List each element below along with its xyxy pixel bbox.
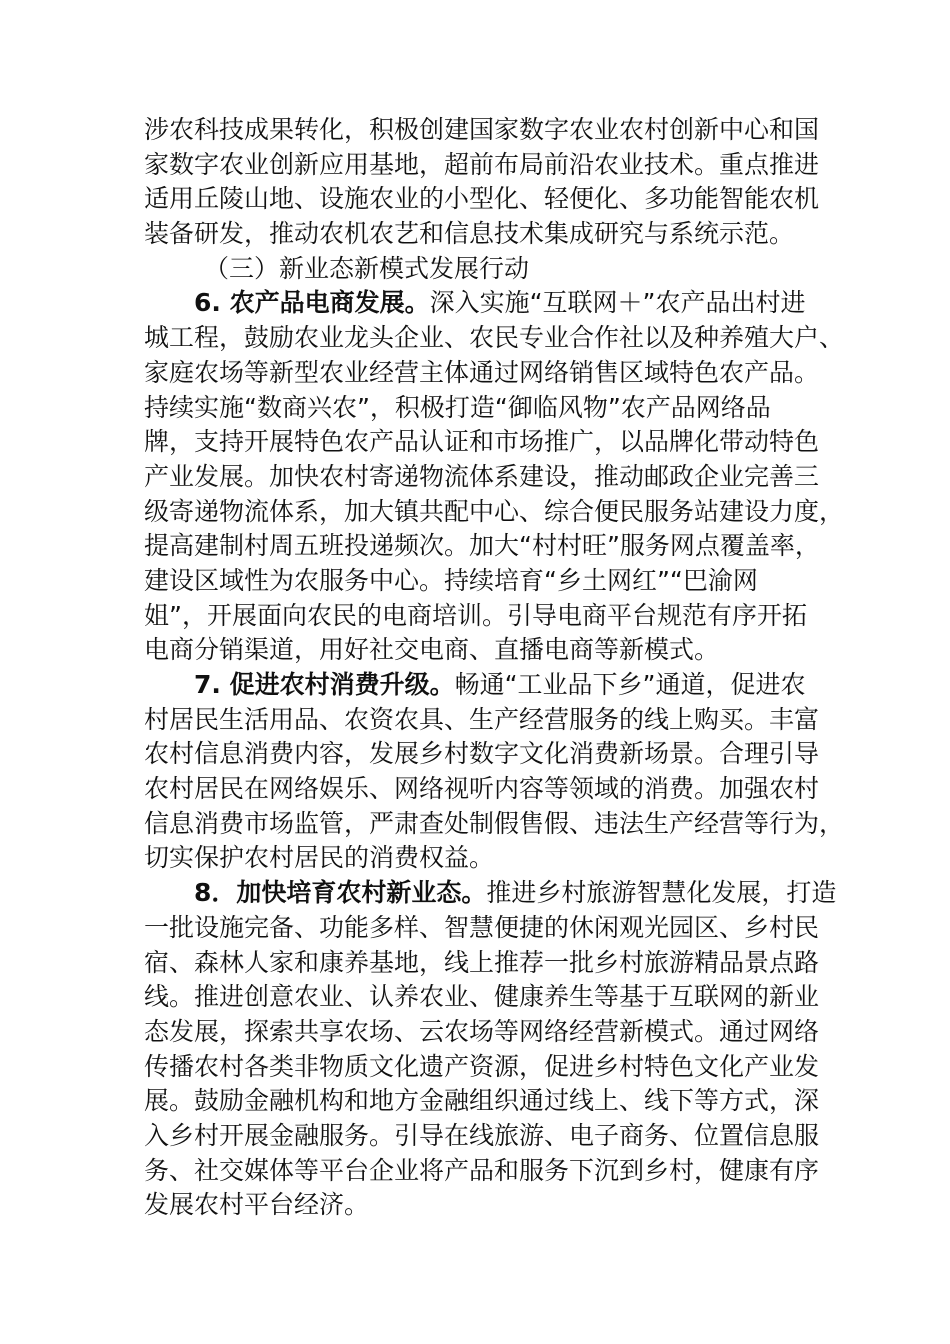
text-line: 村居民生活用品、农资农具、生产经营服务的线上购买。丰富 [144,704,820,734]
text-line: 牌，支持开展特色农产品认证和市场推广，以品牌化带动特色 [144,427,820,457]
document-body [144,113,845,1223]
text-run: 畅通“工业品下乡”通道，促进农 [454,670,806,699]
paragraph-6-first-line [144,286,814,321]
text-line: 姐”，开展面向农民的电商培训。引导电商平台规范有序开拓 [144,600,807,630]
text-line: 提高建制村周五班投递频次。加大“村村旺”服务网点覆盖率， [144,531,820,561]
text-line: 电商分销渠道，用好社交电商、直播电商等新模式。 [144,635,720,665]
text-line: 务、社交媒体等平台企业将产品和服务下沉到乡村，健康有序 [144,1155,820,1185]
item-6-title: 6. 农产品电商发展。 [194,288,430,318]
text-line: 切实保护农村居民的消费权益。 [144,843,495,873]
text-line: 传播农村各类非物质文化遗产资源，促进乡村特色文化产业发 [144,1051,820,1081]
item-8-title: 8．加快培育农村新业态。 [194,878,487,908]
text-line: 态发展，探索共享农场、云农场等网络经营新模式。通过网络 [144,1016,820,1046]
text-line: 城工程，鼓励农业龙头企业、农民专业合作社以及种养殖大户、 [144,323,845,353]
text-line: 入乡村开展金融服务。引导在线旅游、电子商务、位置信息服 [144,1120,820,1150]
item-7-title: 7. 促进农村消费升级。 [194,670,455,699]
text-line: 宿、森林人家和康养基地，线上推荐一批乡村旅游精品景点路 [144,947,820,977]
text-line: 建设区域性为农服务中心。持续培育“乡土网红”“巴渝网 [144,565,758,595]
paragraph-8-first-line [144,876,837,911]
text-line: 农村居民在网络娱乐、网络视听内容等领域的消费。加强农村 [144,774,820,804]
text-run: 深入实施“互联网＋”农产品出村进 [429,288,806,318]
text-line: 线。推进创意农业、认养农业、健康养生等基于互联网的新业 [144,982,820,1012]
text-line: 涉农科技成果转化，积极创建国家数字农业农村创新中心和国 [144,115,820,144]
text-line: 产业发展。加快农村寄递物流体系建设，推动邮政企业完善三 [144,461,820,491]
text-line: 级寄递物流体系，加大镇共配中心、综合便民服务站建设力度， [144,496,845,526]
section-heading: （三）新业态新模式发展行动 [204,253,530,283]
text-line: 农村信息消费内容，发展乡村数字文化消费新场景。合理引导 [144,739,820,769]
text-line: 展。鼓励金融机构和地方金融组织通过线上、线下等方式，深 [144,1086,820,1116]
text-run: 推进乡村旅游智慧化发展，打造 [486,878,837,908]
paragraph-7-first-line [144,668,814,703]
text-line: 适用丘陵山地、设施农业的小型化、轻便化、多功能智能农机 [144,184,820,214]
text-line: 装备研发，推动农机农艺和信息技术集成研究与系统示范。 [144,219,795,249]
text-line: 信息消费市场监管，严肃查处制假售假、违法生产经营等行为， [144,808,845,838]
text-line: 发展农村平台经济。 [144,1190,370,1220]
text-line: 持续实施“数商兴农”，积极打造“御临风物”农产品网络品 [144,392,771,422]
text-line: 家庭农场等新型农业经营主体通过网络销售区域特色农产品。 [144,357,820,387]
text-line: 家数字农业创新应用基地，超前布局前沿农业技术。重点推进 [144,149,820,179]
text-line: 一批设施完备、功能多样、智慧便捷的休闲观光园区、乡村民 [144,912,820,942]
